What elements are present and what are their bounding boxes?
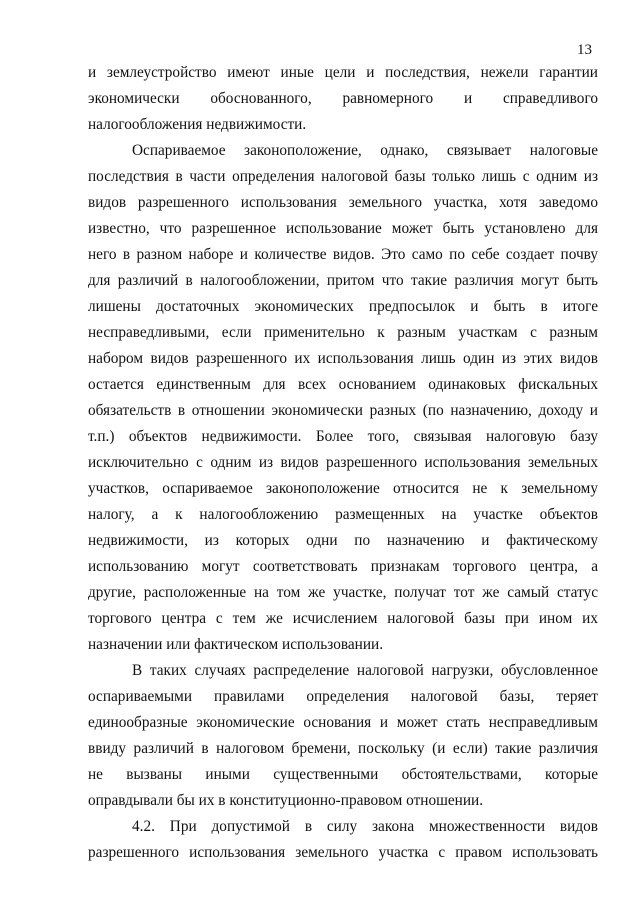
text-line: участков, оспариваемое законоположение относится не к земельному [88,480,598,497]
text-line: недвижимости, из которых одни по назначению и фактическому [88,532,598,549]
text-line: единообразные экономические основания и может стать несправедливым [88,714,598,731]
text-line: назначении или фактическом использовании. [88,636,384,653]
text-line: известно, что разрешенное использование может быть установлено для [88,220,598,237]
text-line: использованию могут соответствовать признакам торгового центра, а [88,558,598,575]
text-line: не вызваны иными существенными обстоятельствами, которые [88,766,598,783]
page-number: 13 [577,42,592,58]
text-line: оспариваемыми правилами определения налоговой базы, теряет [88,688,598,705]
text-line: налогу, а к налогообложению размещенных на участке объектов [88,506,598,523]
text-line: лишены достаточных экономических предпосылок и быть в итоге [88,298,598,315]
text-line: остается единственным для всех основанием одинаковых фискальных [88,376,598,393]
body-text [88,60,598,866]
text-line: несправедливыми, если применительно к разным участкам с разным [88,324,598,341]
text-line: для различий в налогообложении, притом что такие различия могут быть [88,272,598,289]
text-line: оправдывали бы их в конституционно-правовом отношении. [88,792,484,809]
text-line: видов разрешенного использования земельного участка, хотя заведомо [88,194,598,211]
text-line: налогообложения недвижимости. [88,116,307,133]
text-line: него в разном наборе и количестве видов. Это само по себе создает почву [88,246,598,263]
text-line: обязательств в отношении экономически разных (по назначению, доходу и [88,402,598,419]
text-line: экономически обоснованного, равномерного и справедливого [88,90,598,107]
text-line: т.п.) объектов недвижимости. Более того, связывая налоговую базу [88,428,598,445]
text-line: В таких случаях распределение налоговой нагрузки, обусловленное [132,662,598,679]
text-line: Оспариваемое законоположение, однако, связывает налоговые [132,142,598,159]
text-line: последствия в части определения налоговой базы только лишь с одним из [88,168,598,185]
text-line: 4.2. При допустимой в силу закона множественности видов [132,818,598,835]
text-line: торгового центра с тем же исчислением налоговой базы при ином их [88,610,598,627]
text-line: и землеустройство имеют иные цели и последствия, нежели гарантии [88,64,598,81]
text-line: набором видов разрешенного их использования лишь один из этих видов [88,350,598,367]
text-line: другие, расположенные на том же участке, получат тот же самый статус [88,584,598,601]
text-line: исключительно с одним из видов разрешенного использования земельных [88,454,598,471]
text-line: разрешенного использования земельного участка с правом использовать [88,844,598,861]
text-line: ввиду различий в налоговом бремени, поскольку (и если) такие различия [88,740,598,757]
